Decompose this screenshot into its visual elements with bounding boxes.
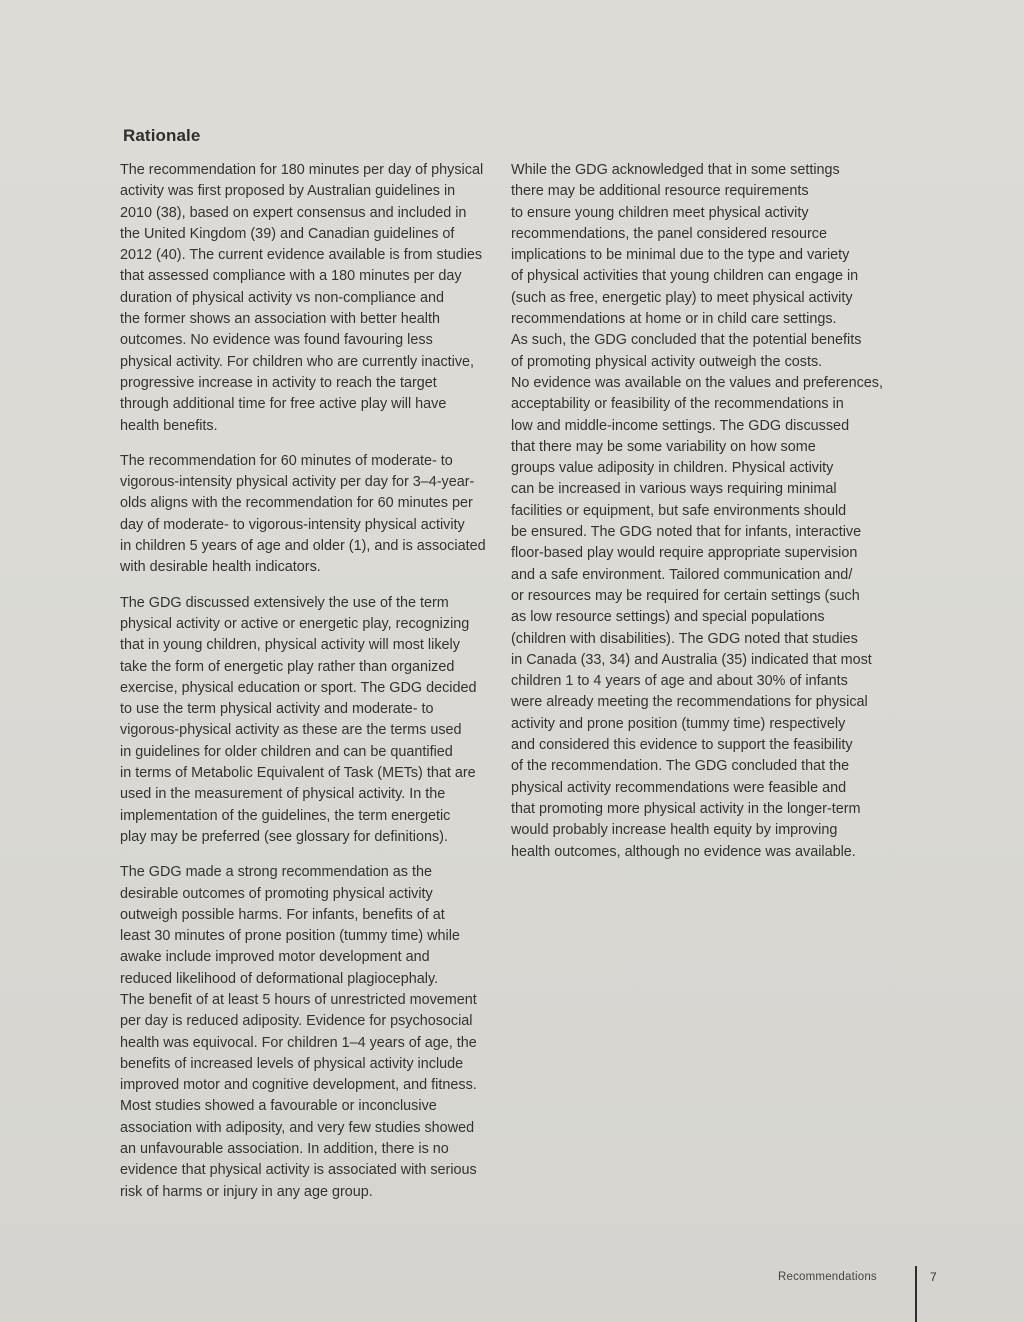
page-number: 7	[930, 1270, 937, 1284]
text-line: through additional time for free active play will have	[120, 396, 447, 413]
text-line: that assessed compliance with a 180 minutes per day	[120, 268, 462, 285]
text-line: or resources may be required for certain settings (such	[511, 587, 860, 604]
text-line: evidence that physical activity is associated with serious	[120, 1162, 477, 1179]
text-line: The benefit of at least 5 hours of unrestricted movement	[120, 991, 477, 1008]
text-line: of promoting physical activity outweigh the costs.	[511, 353, 823, 370]
text-line: desirable outcomes of promoting physical activity	[120, 885, 433, 902]
text-line: to use the term physical activity and moderate- to	[120, 701, 434, 718]
text-line: in Canada (33, 34) and Australia (35) indicated that most	[511, 651, 872, 668]
text-line: implications to be minimal due to the type and variety	[511, 247, 850, 264]
text-line: low and middle-income settings. The GDG discussed	[511, 417, 850, 434]
text-line: groups value adiposity in children. Physical activity	[511, 460, 834, 477]
text-line: olds aligns with the recommendation for 60 minutes per	[120, 495, 473, 512]
text-line: vigorous-intensity physical activity per day for 3–4-year-	[120, 474, 475, 491]
text-line: reduced likelihood of deformational plagiocephaly.	[120, 970, 439, 987]
text-line: can be increased in various ways requiring minimal	[511, 481, 837, 498]
text-line: that promoting more physical activity in the longer-term	[511, 800, 861, 817]
text-line: children 1 to 4 years of age and about 30% of infants	[511, 673, 848, 690]
text-line: acceptability or feasibility of the recommendations in	[511, 396, 844, 413]
text-line: (children with disabilities). The GDG noted that studies	[511, 630, 858, 647]
text-line: activity and prone position (tummy time) respectively	[511, 715, 846, 732]
text-line: there may be additional resource requirements	[511, 183, 809, 200]
text-line: least 30 minutes of prone position (tummy time) while	[120, 928, 460, 945]
text-line: with desirable health indicators.	[120, 559, 321, 576]
text-line: per day is reduced adiposity. Evidence for psychosocial	[120, 1013, 473, 1030]
text-line: of the recommendation. The GDG concluded that the	[511, 758, 850, 775]
text-line: physical activity. For children who are currently inactive,	[120, 353, 475, 370]
text-line: association with adiposity, and very few studies showed	[120, 1119, 475, 1136]
text-line: in children 5 years of age and older (1), and is associated	[120, 538, 486, 555]
text-line: recommendations at home or in child care settings.	[511, 311, 837, 328]
text-line: 2012 (40). The current evidence available is from studies	[120, 247, 483, 264]
text-line: progressive increase in activity to reach the target	[120, 374, 437, 391]
text-line: health was equivocal. For children 1–4 years of age, the	[120, 1034, 477, 1051]
paragraph	[120, 862, 492, 1203]
text-line: physical activity recommendations were feasible and	[511, 779, 847, 796]
text-line: that in young children, physical activity will most likely	[120, 637, 460, 654]
text-line: that there may be some variability on how some	[511, 438, 816, 455]
text-line: awake include improved motor development and	[120, 949, 430, 966]
text-line: improved motor and cognitive development, and fitness.	[120, 1077, 477, 1094]
text-line: health outcomes, although no evidence was available.	[511, 843, 856, 860]
text-line: an unfavourable association. In addition, there is no	[120, 1141, 449, 1158]
text-line: to ensure young children meet physical activity	[511, 204, 809, 221]
text-line: outcomes. No evidence was found favouring less	[120, 332, 433, 349]
text-line: the United Kingdom (39) and Canadian guidelines of	[120, 225, 455, 242]
text-line: The GDG made a strong recommendation as the	[120, 864, 432, 881]
text-line: duration of physical activity vs non-compliance and	[120, 289, 444, 306]
text-line: physical activity or active or energetic play, recognizing	[120, 615, 470, 632]
right-text-column	[511, 160, 891, 877]
text-line: and a safe environment. Tailored communication and/	[511, 566, 853, 583]
footer-section-title: Recommendations	[778, 1271, 877, 1283]
text-line: as low resource settings) and special populations	[511, 609, 825, 626]
text-line: The recommendation for 180 minutes per day of physical	[120, 162, 484, 178]
text-line: the former shows an association with better health	[120, 311, 440, 328]
footer-divider	[915, 1266, 917, 1322]
text-line: While the GDG acknowledged that in some settings	[511, 162, 840, 178]
text-line: 2010 (38), based on expert consensus and included in	[120, 204, 467, 221]
text-line: were already meeting the recommendations for physical	[511, 694, 868, 711]
text-line: Most studies showed a favourable or inconclusive	[120, 1098, 437, 1115]
text-line: activity was first proposed by Australian guidelines in	[120, 183, 456, 200]
paragraph	[120, 593, 492, 849]
text-line: day of moderate- to vigorous-intensity physical activity	[120, 516, 465, 533]
paragraph	[511, 160, 891, 863]
text-line: risk of harms or injury in any age group.	[120, 1183, 373, 1200]
text-line: play may be preferred (see glossary for definitions).	[120, 828, 448, 845]
text-line: and considered this evidence to support the feasibility	[511, 737, 853, 754]
text-line: recommendations, the panel considered resource	[511, 225, 827, 242]
text-line: take the form of energetic play rather than organized	[120, 658, 455, 675]
paragraph	[120, 451, 492, 579]
text-line: in guidelines for older children and can be quantified	[120, 743, 453, 760]
text-line: floor-based play would require appropriate supervision	[511, 545, 858, 562]
text-line: As such, the GDG concluded that the potential benefits	[511, 332, 862, 349]
text-line: exercise, physical education or sport. The GDG decided	[120, 679, 477, 696]
text-line: in terms of Metabolic Equivalent of Task (METs) that are	[120, 765, 476, 782]
text-line: The GDG discussed extensively the use of the term	[120, 594, 449, 611]
text-line: (such as free, energetic play) to meet physical activity	[511, 289, 853, 306]
text-line: benefits of increased levels of physical activity include	[120, 1055, 464, 1072]
section-heading: Rationale	[123, 126, 201, 145]
text-line: No evidence was available on the values and preferences,	[511, 374, 883, 391]
text-line: would probably increase health equity by improving	[511, 822, 838, 839]
paragraph	[120, 160, 492, 437]
text-line: outweigh possible harms. For infants, benefits of at	[120, 906, 445, 923]
text-line: be ensured. The GDG noted that for infants, interactive	[511, 524, 862, 541]
text-line: vigorous-physical activity as these are the terms used	[120, 722, 462, 739]
text-line: implementation of the guidelines, the term energetic	[120, 807, 451, 824]
text-line: health benefits.	[120, 417, 218, 434]
text-line: used in the measurement of physical activity. In the	[120, 786, 446, 803]
left-text-column	[120, 160, 492, 1217]
text-line: The recommendation for 60 minutes of moderate- to	[120, 452, 453, 469]
text-line: facilities or equipment, but safe environments should	[511, 502, 847, 519]
text-line: of physical activities that young children can engage in	[511, 268, 859, 285]
